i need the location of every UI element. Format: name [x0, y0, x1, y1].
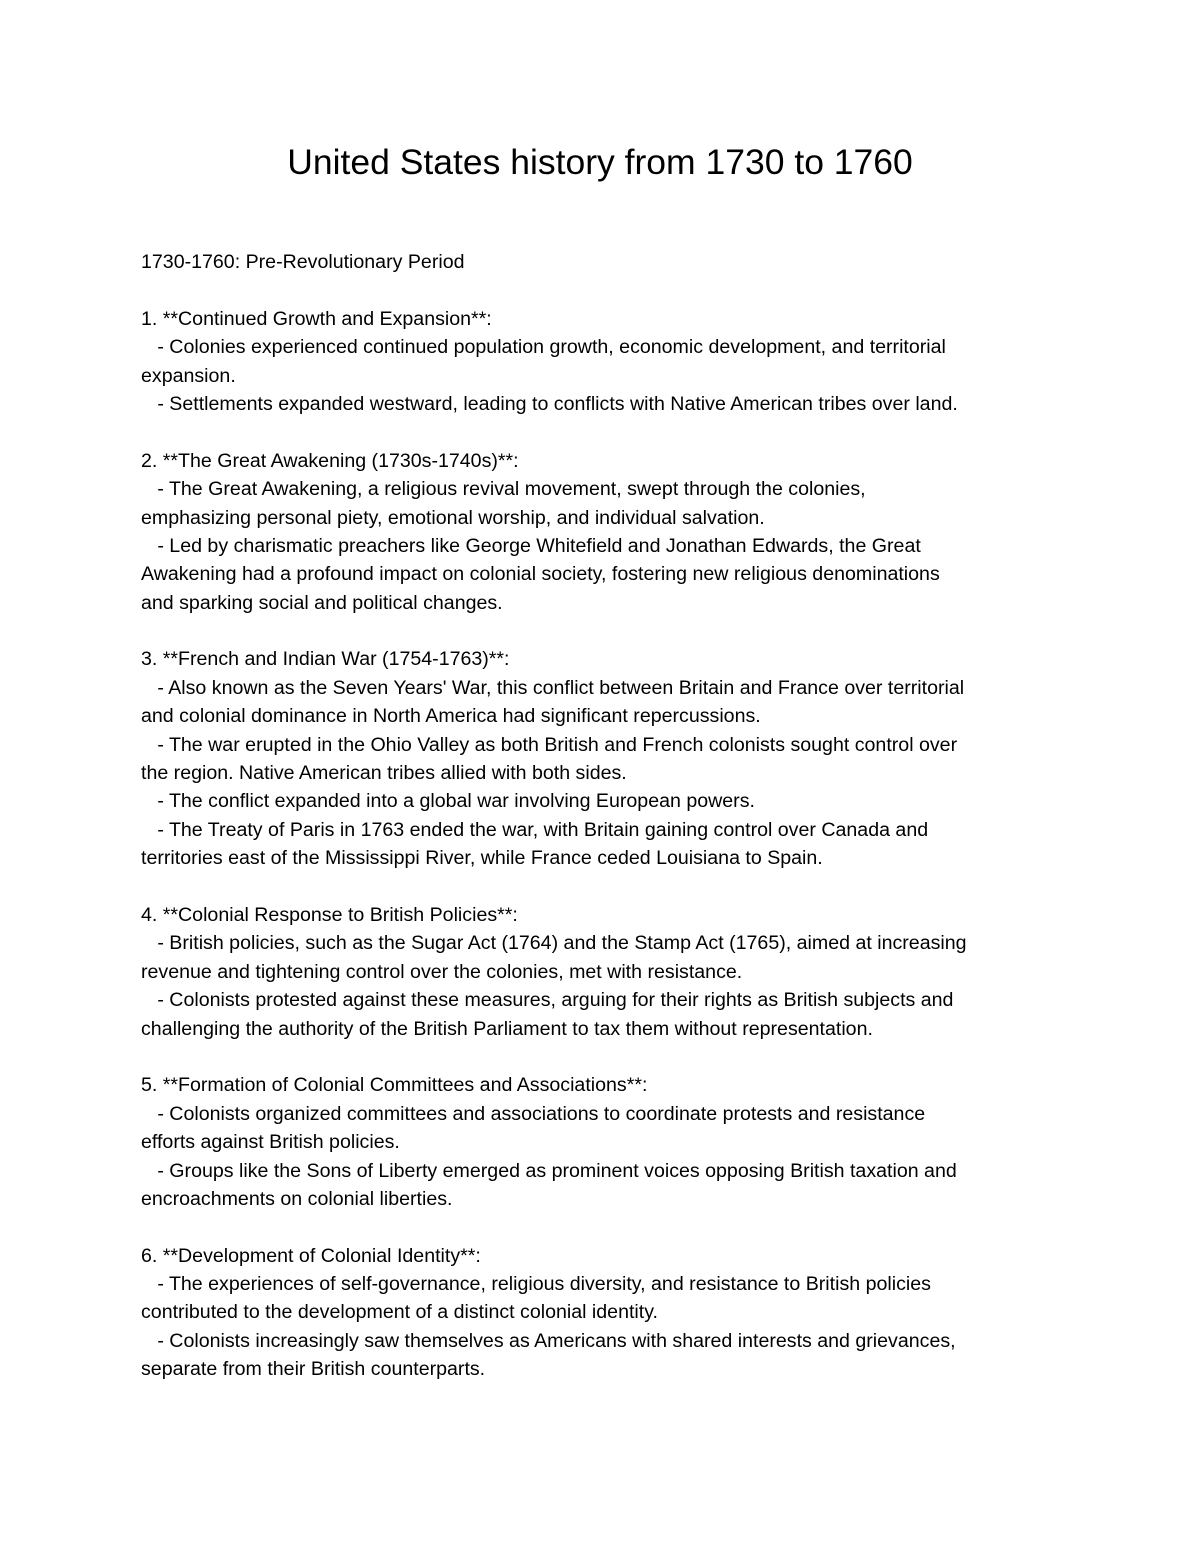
section-line: - The Great Awakening, a religious revival movement, swept through the colonies,	[141, 478, 866, 501]
section-line: emphasizing personal piety, emotional worship, and individual salvation.	[141, 506, 765, 529]
section-heading: 1. **Continued Growth and Expansion**:	[141, 307, 492, 330]
section-5	[141, 1071, 1081, 1213]
section-line: separate from their British counterparts.	[141, 1358, 486, 1381]
section-line: efforts against British policies.	[141, 1131, 400, 1154]
section-line: revenue and tightening control over the colonies, met with resistance.	[141, 960, 743, 983]
section-4	[141, 901, 1081, 1043]
section-3	[141, 645, 1081, 872]
section-line: - Also known as the Seven Years' War, this conflict between Britain and France over territorial	[141, 676, 965, 699]
section-line: Awakening had a profound impact on colonial society, fostering new religious denominations	[141, 563, 940, 586]
spacer	[141, 418, 1081, 446]
spacer	[141, 1213, 1081, 1241]
section-line: encroachments on colonial liberties.	[141, 1187, 453, 1210]
section-heading: 2. **The Great Awakening (1730s-1740s)**:	[141, 449, 519, 472]
document-title: United States history from 1730 to 1760	[287, 142, 913, 182]
section-line: territories east of the Mississippi River, while France ceded Louisiana to Spain.	[141, 847, 823, 870]
section-line: - The Treaty of Paris in 1763 ended the war, with Britain gaining control over Canada and	[141, 818, 929, 841]
section-line: - British policies, such as the Sugar Act (1764) and the Stamp Act (1765), aimed at increasing	[141, 932, 967, 955]
section-line: and colonial dominance in North America had significant repercussions.	[141, 705, 761, 728]
section-2	[141, 447, 1081, 617]
section-line: the region. Native American tribes allied with both sides.	[141, 762, 627, 785]
section-heading: 6. **Development of Colonial Identity**:	[141, 1244, 481, 1267]
section-line: - Groups like the Sons of Liberty emerged as prominent voices opposing British taxation and	[141, 1159, 957, 1182]
spacer	[141, 873, 1081, 901]
section-line: - The conflict expanded into a global war involving European powers.	[141, 790, 755, 813]
section-line: contributed to the development of a distinct colonial identity.	[141, 1301, 659, 1324]
section-line: - Colonies experienced continued population growth, economic development, and territorial	[141, 336, 946, 359]
section-line: expansion.	[141, 364, 236, 387]
document-subtitle: 1730-1760: Pre-Revolutionary Period	[141, 251, 465, 273]
section-1	[141, 305, 1081, 419]
section-line: - Colonists organized committees and associations to coordinate protests and resistance	[141, 1102, 926, 1125]
section-6	[141, 1242, 1081, 1384]
section-line: - The war erupted in the Ohio Valley as both British and French colonists sought control over	[141, 733, 958, 756]
section-heading: 4. **Colonial Response to British Policies**:	[141, 903, 518, 926]
spacer	[141, 1043, 1081, 1071]
section-line: - Led by charismatic preachers like George Whitefield and Jonathan Edwards, the Great	[141, 534, 921, 557]
section-line: - Settlements expanded westward, leading to conflicts with Native American tribes over land.	[141, 392, 958, 415]
section-heading: 5. **Formation of Colonial Committees and Associations**:	[141, 1074, 648, 1097]
section-heading: 3. **French and Indian War (1754-1763)**:	[141, 648, 510, 671]
section-line: - Colonists protested against these measures, arguing for their rights as British subjects and	[141, 989, 954, 1012]
spacer	[141, 276, 1081, 304]
section-line: and sparking social and political changes.	[141, 591, 503, 614]
spacer	[141, 617, 1081, 645]
section-line: - The experiences of self-governance, religious diversity, and resistance to British policies	[141, 1273, 931, 1296]
section-line: challenging the authority of the British Parliament to tax them without representation.	[141, 1017, 873, 1040]
document-body	[141, 248, 1081, 1384]
section-line: - Colonists increasingly saw themselves as Americans with shared interests and grievances,	[141, 1329, 956, 1352]
